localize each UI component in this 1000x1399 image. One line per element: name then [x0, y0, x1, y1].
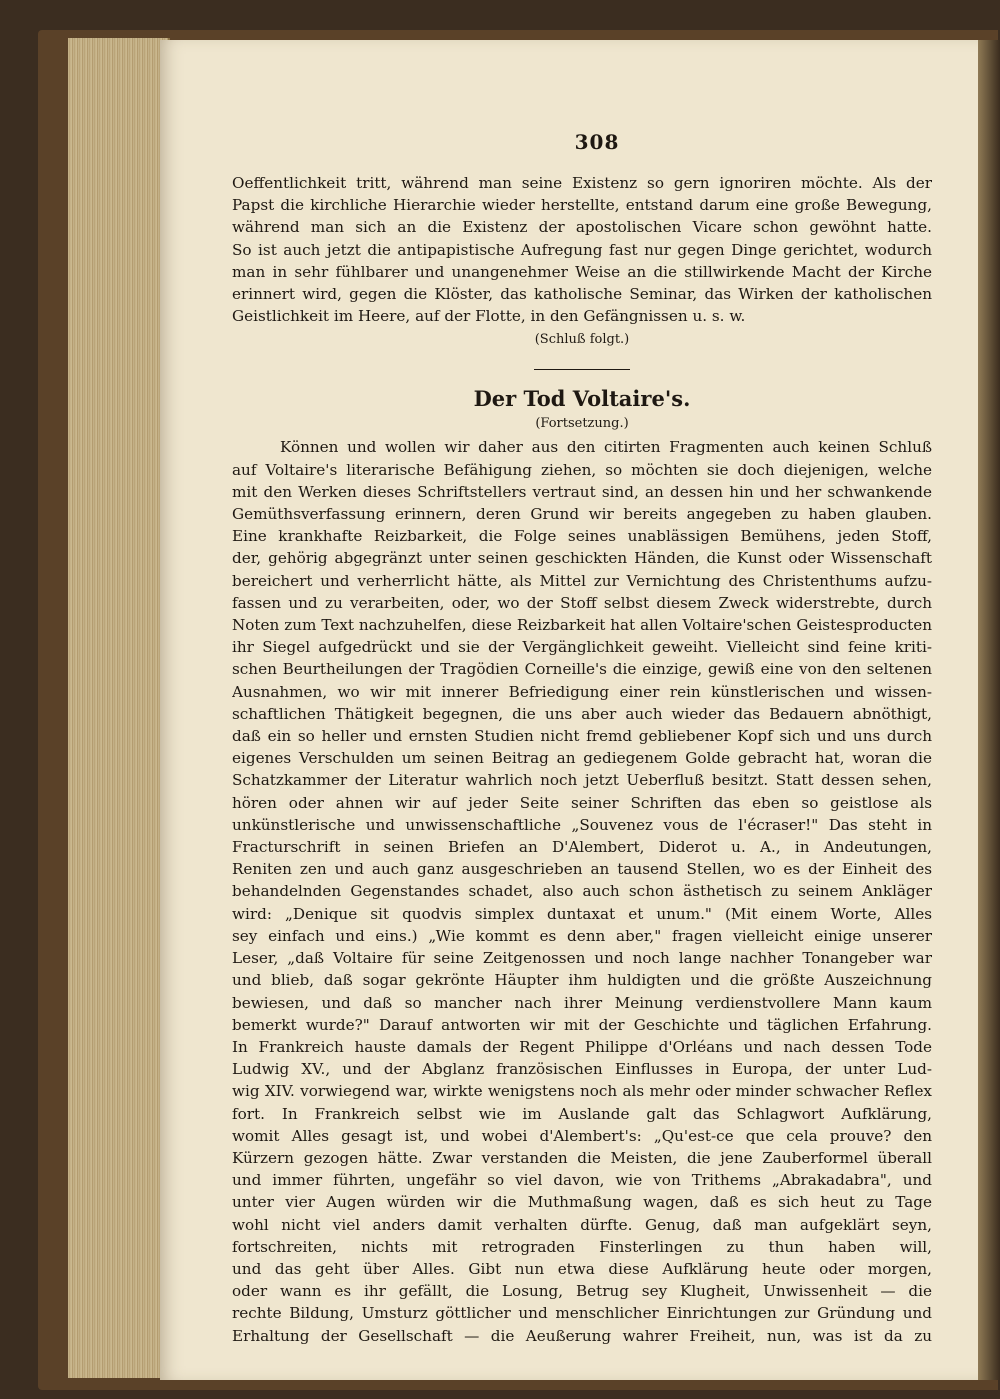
- page-number: 308: [574, 130, 620, 154]
- text-line: Leser, „daß Voltaire für seine Zeitgenossen und noch lange nachher Tonangeber war: [232, 949, 932, 968]
- text-line: während man sich an die Existenz der apostolischen Vicare schon gewöhnt hatte.: [232, 218, 932, 237]
- text-line: Reniten zen und auch ganz ausgeschrieben an tausend Stellen, wo es der Einheit des: [232, 860, 932, 879]
- text-line: ihr Siegel aufgedrückt und sie der Vergänglichkeit geweiht. Vielleicht sind feine kriti-: [232, 638, 932, 657]
- article-title: Der Tod Voltaire's.: [473, 386, 691, 412]
- text-line: der, gehörig abgegränzt unter seinen geschickten Händen, die Kunst oder Wissenschaft: [232, 549, 932, 568]
- text-line: oder wann es ihr gefällt, die Losung, Betrug sey Klugheit, Unwissenheit — die: [232, 1282, 932, 1301]
- text-line: bemerkt wurde?" Darauf antworten wir mit der Geschichte und täglichen Erfahrung.: [232, 1015, 932, 1034]
- text-line: unkünstlerische und unwissenschaftliche „Souvenez vous de l'écraser!" Das steht in: [232, 815, 932, 834]
- text-line: fort. In Frankreich selbst wie im Auslande galt das Schlagwort Aufklärung,: [232, 1104, 932, 1123]
- text-line: Papst die kirchliche Hierarchie wieder herstellte, entstand darum eine große Bewegung,: [232, 196, 932, 215]
- text-line: womit Alles gesagt ist, und wobei d'Alembert's: „Qu'est-ce que cela prouve? den: [232, 1126, 932, 1145]
- text-line: erinnert wird, gegen die Klöster, das katholische Seminar, das Wirken der katholischen: [232, 285, 932, 304]
- text-line: mit den Werken dieses Schriftstellers vertraut sind, an dessen hin und her schwankende: [232, 482, 932, 501]
- text-line: eigenes Verschulden um seinen Beitrag an gediegenem Golde gebracht hat, woran die: [232, 749, 932, 768]
- text-line: Oeffentlichkeit tritt, während man seine Existenz so gern ignoriren möchte. Als der: [232, 174, 932, 192]
- article-subtitle: (Fortsetzung.): [535, 416, 629, 432]
- text-line: fassen und zu verarbeiten, oder, wo der Stoff selbst diesem Zweck widerstrebte, durch: [232, 593, 932, 612]
- text-line: wird: „Denique sit quodvis simplex duntaxat et unum." (Mit einem Worte, Alles: [232, 904, 932, 923]
- page-stack-edge: [68, 38, 170, 1378]
- text-line: schen Beurtheilungen der Tragödien Corneille's die einzige, gewiß eine von den seltenen: [232, 660, 932, 679]
- text-line: Können und wollen wir daher aus den citirten Fragmenten auch keinen Schluß: [280, 438, 932, 457]
- text-line: rechte Bildung, Umsturz göttlicher und menschlicher Einrichtungen zur Gründung und: [232, 1304, 932, 1323]
- text-line: Noten zum Text nachzuhelfen, diese Reizbarkeit hat allen Voltaire'schen Geistesproducten: [232, 616, 932, 635]
- text-line: sey einfach und eins.) „Wie kommt es denn aber," fragen vielleicht einige unserer: [232, 926, 932, 945]
- text-line: Ausnahmen, wo wir mit innerer Befriedigung einer rein künstlerischen und wissen-: [232, 682, 932, 701]
- text-line: schaftlichen Thätigkeit begegnen, die uns aber auch wieder das Bedauern abnöthigt,: [232, 704, 932, 723]
- text-line: Gemüthsverfassung erinnern, deren Grund wir bereits angegeben zu haben glauben.: [232, 505, 932, 524]
- text-line: bewiesen, und daß so mancher nach ihrer Meinung verdienstvollere Mann kaum: [232, 993, 932, 1012]
- text-line: Erhaltung der Gesellschaft — die Aeußerung wahrer Freiheit, nun, was ist da zu: [232, 1326, 932, 1345]
- continuation-note: (Schluß folgt.): [534, 332, 630, 348]
- text-line: Fracturschrift in seinen Briefen an D'Alembert, Diderot u. A., in Andeutungen,: [232, 838, 932, 857]
- text-line: daß ein so heller und ernsten Studien nicht fremd gebliebener Kopf sich und uns durch: [232, 727, 932, 746]
- text-line: wig XIV. vorwiegend war, wirkte wenigstens noch als mehr oder minder schwacher Reflex: [232, 1082, 932, 1101]
- text-line: behandelnden Gegenstandes schadet, also auch schon ästhetisch zu seinem Ankläger: [232, 882, 932, 901]
- text-line: hören oder ahnen wir auf jeder Seite seiner Schriften das eben so geistlose als: [232, 793, 932, 812]
- top-paragraph: [232, 172, 932, 327]
- page-content: [232, 130, 932, 1347]
- text-line: Schatzkammer der Literatur wahrlich noch jetzt Ueberfluß besitzt. Statt dessen sehen,: [232, 771, 932, 790]
- text-line: fortschreiten, nichts mit retrograden Finsterlingen zu thun haben will,: [232, 1237, 932, 1256]
- facing-page-gutter: [978, 40, 1000, 1380]
- text-line: wohl nicht viel anders damit verhalten dürfte. Genug, daß man aufgeklärt seyn,: [232, 1215, 932, 1234]
- text-line: bereichert und verherrlicht hätte, als Mittel zur Vernichtung des Christenthums aufzu-: [232, 571, 932, 590]
- text-line: Geistlichkeit im Heere, auf der Flotte, in den Gefängnissen u. s. w.: [232, 307, 746, 326]
- text-line: auf Voltaire's literarische Befähigung ziehen, so möchten sie doch diejenigen, welche: [232, 460, 932, 479]
- text-line: man in sehr fühlbarer und unangenehmer Weise an die stillwirkende Macht der Kirche: [232, 262, 932, 281]
- section-divider: [534, 369, 630, 370]
- text-line: Kürzern gezogen hätte. Zwar verstanden die Meisten, die jene Zauberformel überall: [232, 1148, 932, 1167]
- article-body: [232, 436, 932, 1346]
- text-line: und das geht über Alles. Gibt nun etwa diese Aufklärung heute oder morgen,: [232, 1259, 932, 1278]
- text-line: und immer führten, ungefähr so viel davon, wie von Trithems „Abrakadabra", und: [232, 1171, 932, 1190]
- text-line: unter vier Augen würden wir die Muthmaßung wagen, daß es sich heut zu Tage: [232, 1193, 932, 1212]
- text-line: Ludwig XV., und der Abglanz französischen Einflusses in Europa, der unter Lud-: [232, 1060, 932, 1079]
- text-line: Eine krankhafte Reizbarkeit, die Folge seines unablässigen Bemühens, jeden Stoff,: [232, 527, 932, 546]
- text-line: So ist auch jetzt die antipapistische Aufregung fast nur gegen Dinge gerichtet, wodurch: [232, 240, 932, 259]
- text-line: In Frankreich hauste damals der Regent Philippe d'Orléans und nach dessen Tode: [232, 1037, 932, 1056]
- text-line: und blieb, daß sogar gekrönte Häupter ihm huldigten und die größte Auszeichnung: [232, 971, 932, 990]
